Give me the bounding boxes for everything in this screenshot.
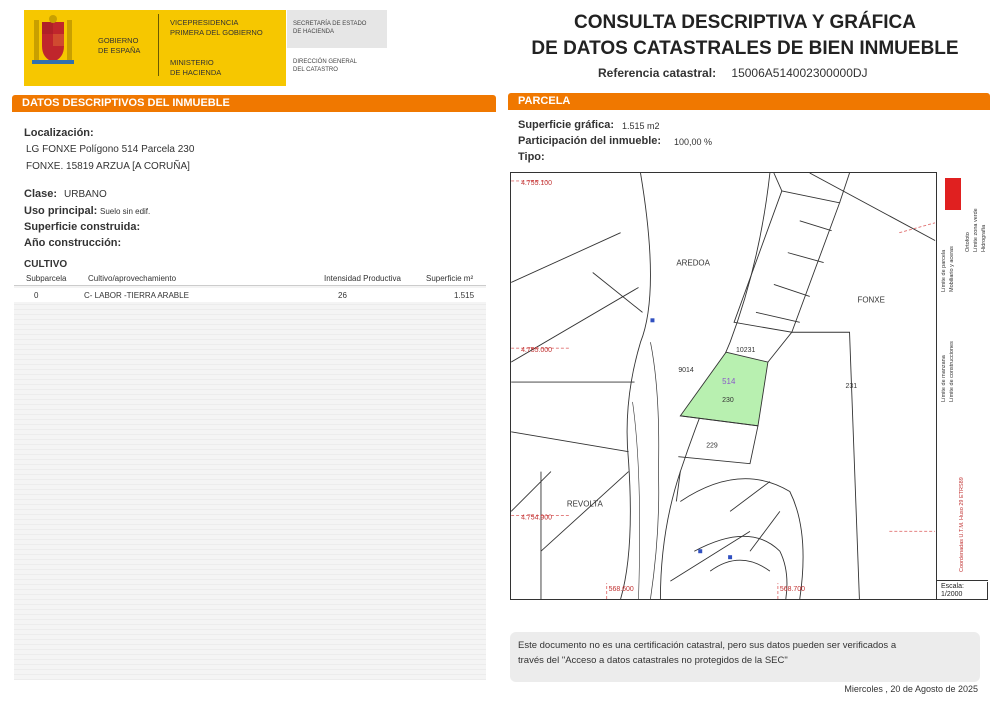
legend-item: Ortofoto: [965, 232, 971, 252]
label-514: 514: [722, 377, 736, 387]
coord-y1: 4.755.100: [521, 179, 553, 187]
utm-note: Coordenadas U.T.M. Huso 29 ETRS89: [959, 477, 965, 572]
disclaimer-note: [510, 632, 980, 682]
clase-label: Clase:: [24, 188, 58, 200]
directorate-name: DIRECCIÓN GENERAL DEL CATASTRO: [293, 59, 358, 73]
superficie-construida-label: Superficie construida:: [24, 221, 141, 233]
ref-label: Referencia catastral:: [598, 66, 717, 80]
cadastral-reference: [598, 66, 868, 80]
legend-item: Hidrografía: [981, 224, 987, 252]
map-legend: [936, 172, 988, 582]
document-date: Miercoles , 20 de Agosto de 2025: [844, 684, 978, 694]
cell-cultivo: C- LABOR -TIERRA ARABLE: [84, 291, 189, 300]
place-revolta: REVOLTA: [566, 499, 603, 509]
logo-red-icon: [945, 178, 961, 210]
coord-x1: 568.600: [608, 586, 634, 594]
legend-item: Mobiliario y aceras: [949, 246, 955, 292]
clase-value: URBANO: [64, 189, 107, 200]
cell-subparcela: 0: [34, 291, 39, 300]
table-row: [14, 288, 486, 302]
legend-item: Límite de construcciones: [949, 341, 955, 402]
document-title: CONSULTA DESCRIPTIVA Y GRÁFICA DE DATOS CATASTRALES DE BIEN INMUEBLE: [531, 12, 959, 59]
legend-item: Límite de manzana: [941, 355, 947, 402]
anio-construccion-label: Año construcción:: [24, 237, 122, 249]
label-10231: 10231: [736, 347, 756, 355]
ref-value: 15006A514002300000DJ: [731, 66, 868, 80]
localizacion-line1: LG FONXE Polígono 514 Parcela 230: [26, 144, 195, 155]
cell-superficie: 1.515: [454, 291, 475, 300]
ministry-name: MINISTERIO DE HACIENDA: [170, 58, 222, 77]
coat-of-arms-icon: [30, 14, 76, 72]
cell-intensidad: 26: [338, 291, 347, 300]
sup-grafica-label: Superficie gráfica:: [518, 119, 614, 131]
col-cultivo: Cultivo/aprovechamiento: [88, 274, 177, 283]
legend-item: Límite de parcela: [941, 249, 947, 292]
parcela-header: PARCELA: [508, 93, 990, 110]
scale-value: 1/2000: [941, 591, 963, 598]
localizacion-line2: FONXE. 15819 ARZUA [A CORUÑA]: [26, 161, 190, 172]
coord-y3: 4.754.900: [521, 514, 553, 522]
cadastral-map[interactable]: [510, 172, 988, 600]
uso-label: Uso principal:: [24, 205, 98, 217]
coord-y2: 4.755.000: [521, 347, 553, 355]
note-line1: Este documento no es una certificación catastral, pero sus datos pueden ser verificados a: [518, 640, 897, 651]
note-line2: través del "Acceso a datos catastrales no protegidos de la SEC": [518, 655, 788, 666]
marker-icon: [698, 549, 702, 553]
label-9014: 9014: [678, 367, 694, 375]
place-aredoa: AREDOA: [676, 258, 710, 268]
gov-name: GOBIERNO DE ESPAÑA: [98, 36, 141, 55]
vice-presidency-name: VICEPRESIDENCIA PRIMERA DEL GOBIERNO: [170, 18, 263, 37]
descriptive-data-header: DATOS DESCRIPTIVOS DEL INMUEBLE: [12, 95, 496, 112]
label-231: 231: [845, 382, 858, 390]
marker-icon: [728, 555, 732, 559]
sup-grafica-value: 1.515 m2: [622, 121, 660, 131]
cultivo-table-header: [14, 270, 486, 286]
tipo-label: Tipo:: [518, 151, 545, 163]
place-fonxe: FONXE: [857, 295, 885, 305]
participacion-label: Participación del inmueble:: [518, 135, 662, 147]
cultivo-table: [14, 270, 486, 680]
label-229: 229: [706, 442, 718, 450]
col-superficie: Superficie m²: [426, 274, 474, 283]
localizacion-label: Localización:: [24, 127, 94, 139]
coord-x2: 568.700: [779, 586, 805, 594]
label-230: 230: [722, 396, 734, 404]
uso-value: Suelo sin edif.: [100, 207, 151, 216]
logo-divider: [158, 14, 159, 76]
col-intensidad: Intensidad Productiva: [324, 274, 401, 283]
legend-item: Límite zona verde: [973, 208, 979, 252]
scale-label: Escala:: [941, 583, 964, 590]
scale-box: [936, 580, 988, 600]
participacion-value: 100,00 %: [674, 137, 713, 147]
secretariat-name: SECRETARÍA DE ESTADO DE HACIENDA: [293, 21, 367, 35]
cultivo-label: CULTIVO: [24, 259, 68, 270]
marker-icon: [650, 318, 654, 322]
col-subparcela: Subparcela: [26, 274, 67, 283]
